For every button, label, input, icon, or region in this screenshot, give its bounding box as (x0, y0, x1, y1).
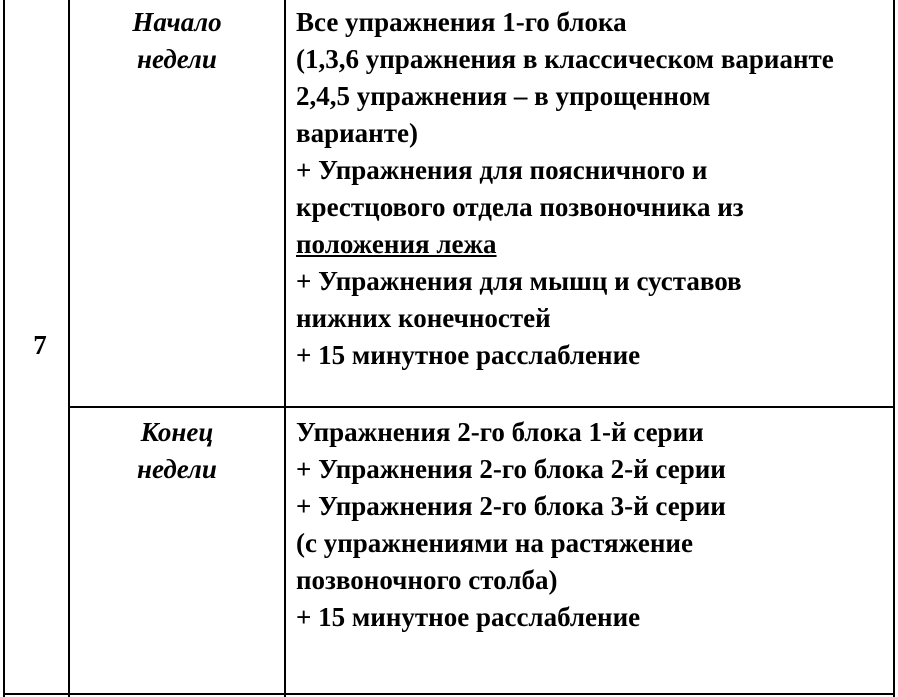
exercise-line: варианте) (296, 118, 418, 148)
period-label-line: недели (137, 44, 217, 74)
table-border-left (3, 0, 5, 697)
exercise-line-underlined (296, 226, 886, 263)
exercise-line: позвоночного столба) (296, 565, 558, 595)
exercise-line: + Упражнения для поясничного и (296, 155, 708, 185)
period-cell-week-end (74, 414, 280, 488)
table-border-right (893, 0, 895, 697)
exercise-line: 2,4,5 упражнения – в упрощенном (296, 81, 711, 111)
exercise-line: Все упражнения 1-го блока (296, 7, 627, 37)
column-divider-1 (68, 0, 70, 697)
period-label-line: Начало (132, 7, 222, 37)
row-divider (68, 406, 895, 408)
exercise-line: + Упражнения 2-го блока 3-й серии (296, 491, 726, 521)
period-label-line: недели (137, 454, 217, 484)
exercise-line: Упражнения 2-го блока 1-й серии (296, 417, 704, 447)
underlined-text: положения лежа (296, 229, 497, 259)
period-label-line: Конец (140, 417, 214, 447)
exercise-line: нижних конечностей (296, 303, 551, 333)
exercise-line: + Упражнения для мышц и суставов (296, 266, 742, 296)
row-number-cell: 7 (33, 330, 47, 360)
exercise-cell-week-start (296, 4, 886, 374)
period-cell-week-start (74, 4, 280, 78)
exercise-line: крестцового отдела позвоночника из (296, 192, 744, 222)
exercise-cell-week-end (296, 414, 886, 636)
table-border-bottom (3, 693, 895, 695)
exercise-line: + Упражнения 2-го блока 2-й серии (296, 454, 726, 484)
column-divider-2 (284, 0, 286, 697)
exercise-line: (1,3,6 упражнения в классическом варианте (296, 44, 834, 74)
exercise-line: + 15 минутное расслабление (296, 340, 641, 370)
exercise-line: + 15 минутное расслабление (296, 602, 641, 632)
exercise-line: (с упражнениями на растяжение (296, 528, 693, 558)
